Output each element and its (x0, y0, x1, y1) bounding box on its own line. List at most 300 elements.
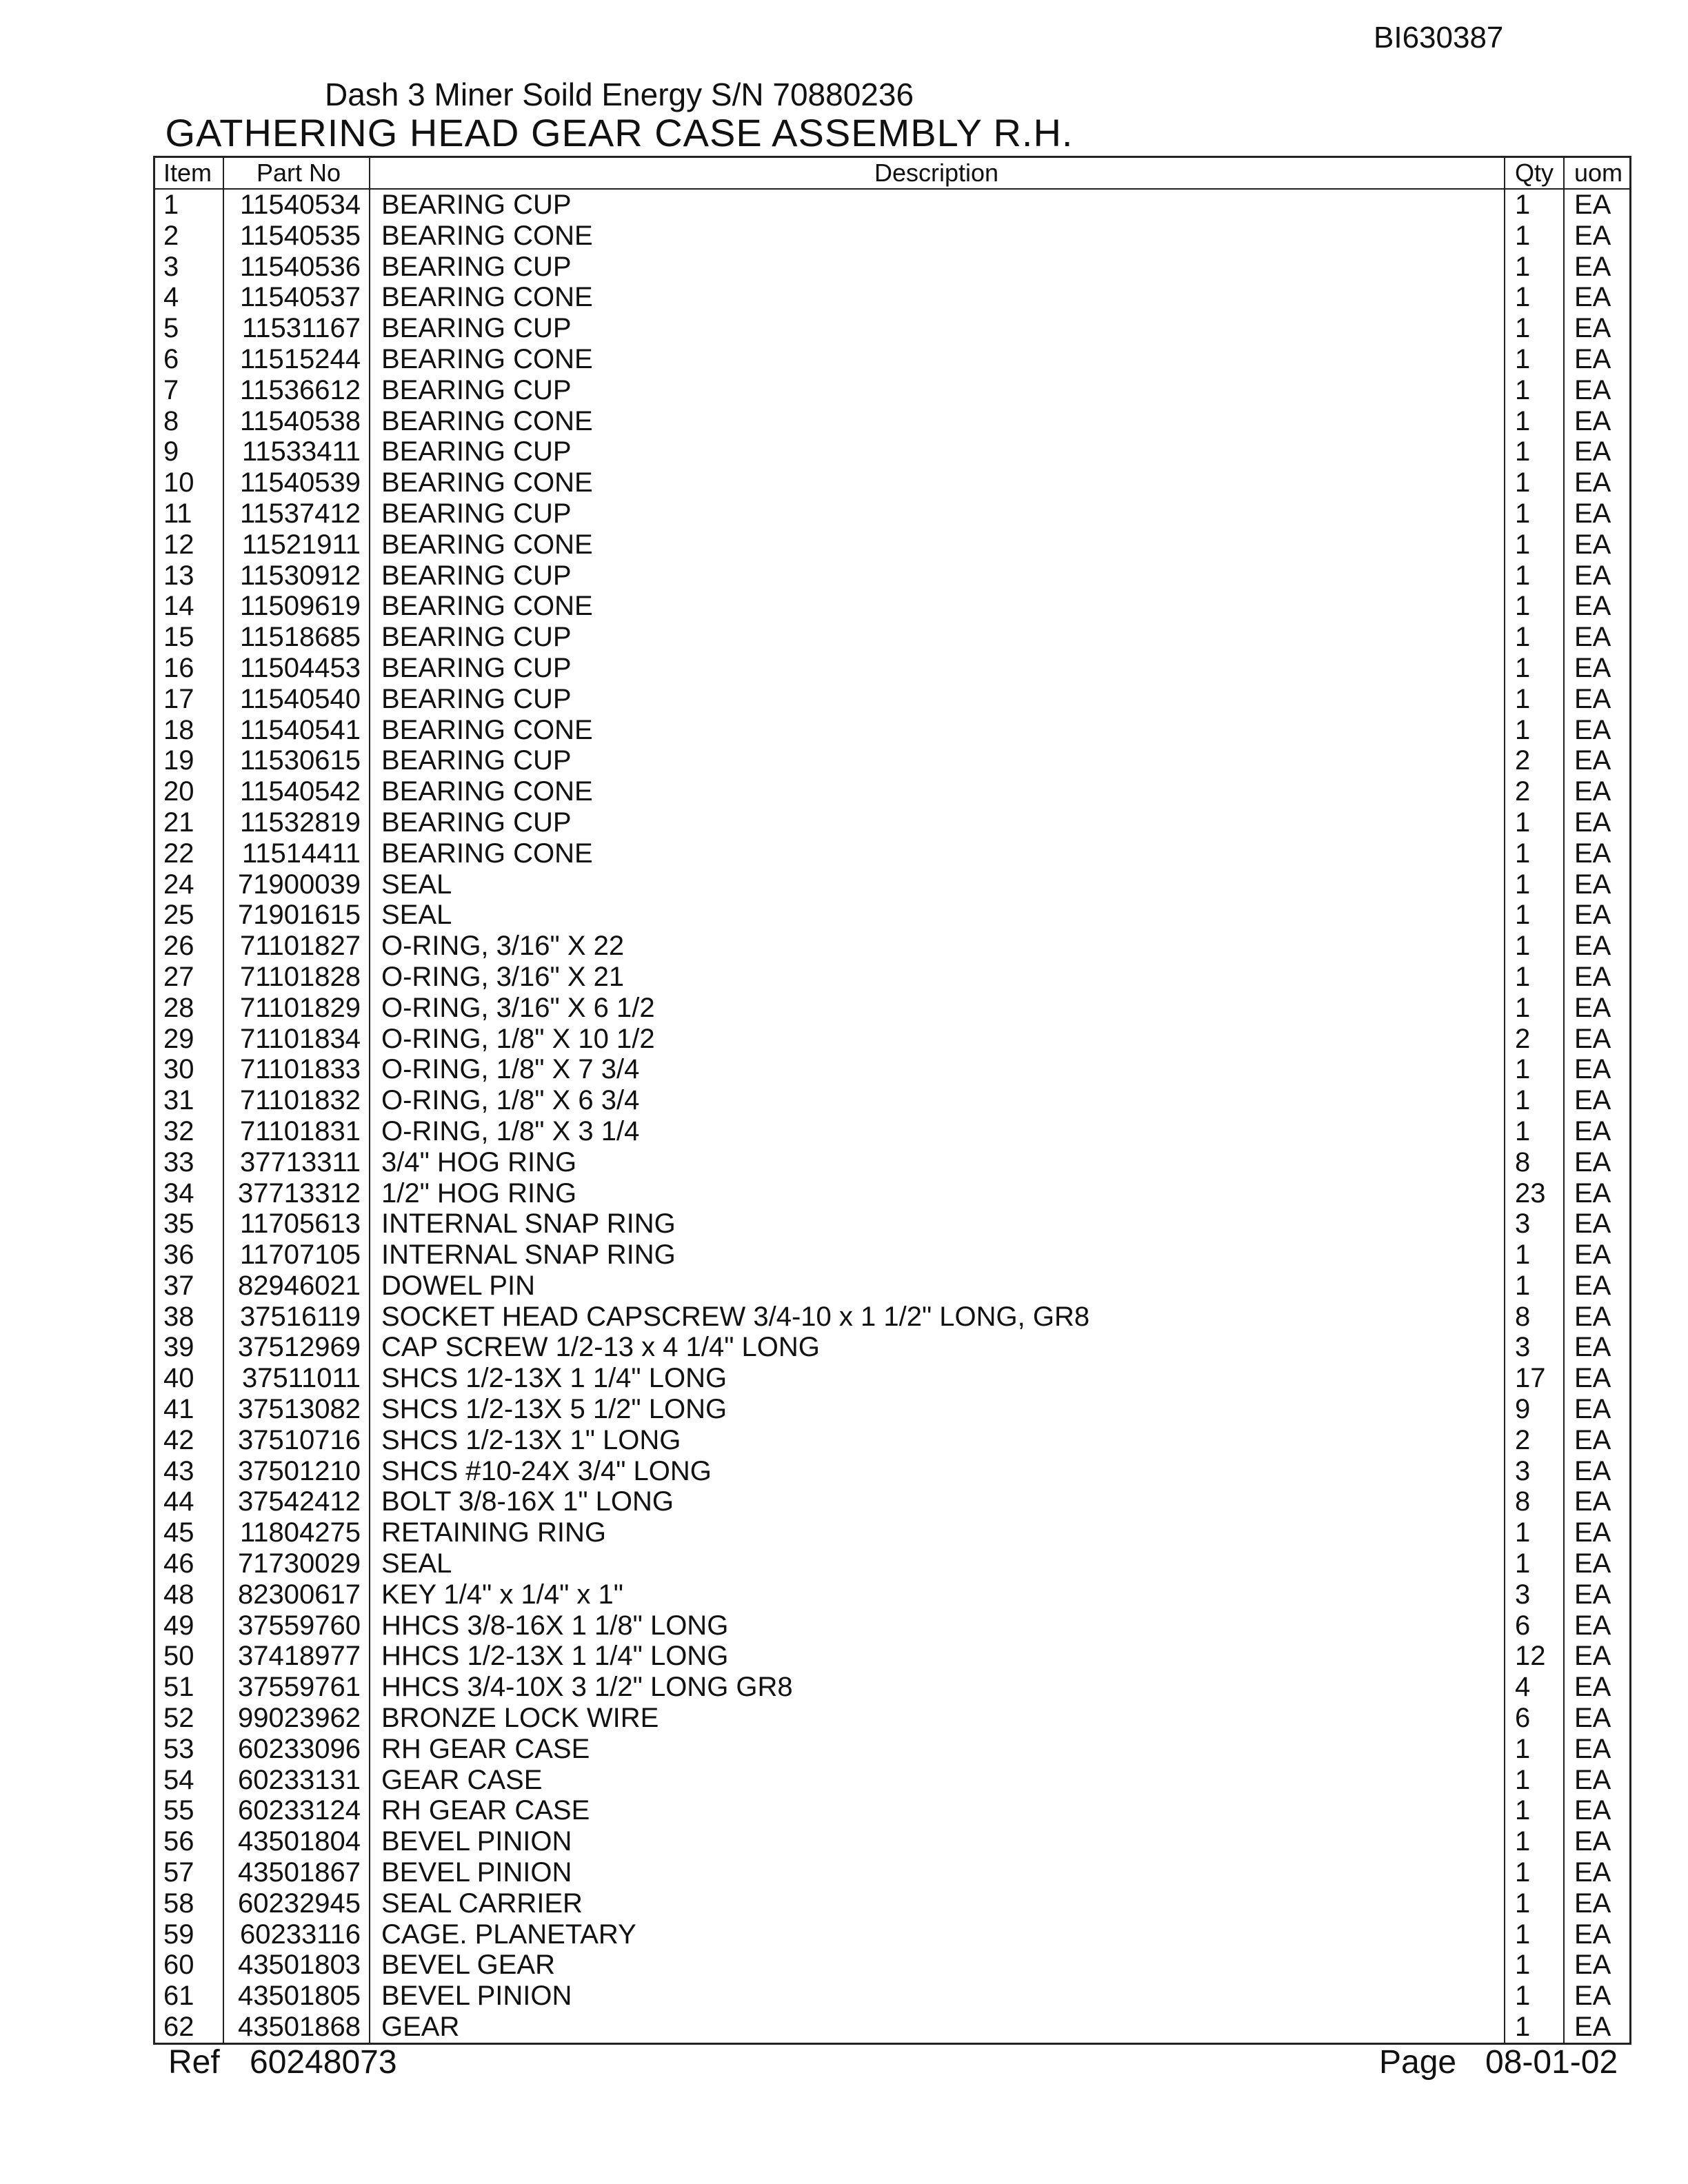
quantity: 8 (1515, 1146, 1531, 1177)
table-row (155, 684, 1629, 715)
table-row (155, 900, 1629, 931)
unit-of-measure: EA (1574, 1023, 1611, 1054)
item-number: 37 (163, 1270, 194, 1301)
parts-table (153, 156, 1631, 2045)
part-number: 11537412 (240, 498, 361, 529)
part-number: 11509619 (240, 591, 361, 622)
item-number: 61 (163, 1981, 194, 2012)
description: RETAINING RING (381, 1517, 606, 1548)
table-row (155, 1116, 1629, 1147)
document-id: BI630387 (1374, 21, 1504, 54)
part-number: 37559761 (238, 1672, 361, 1703)
quantity: 1 (1515, 190, 1531, 220)
item-number: 54 (163, 1764, 194, 1795)
part-number: 37559760 (238, 1610, 361, 1641)
description: BRONZE LOCK WIRE (381, 1703, 659, 1734)
unit-of-measure: EA (1574, 1950, 1611, 1981)
unit-of-measure: EA (1574, 560, 1611, 591)
part-number: 37418977 (238, 1641, 361, 1672)
table-row (155, 1240, 1629, 1271)
part-number: 11804275 (240, 1517, 361, 1548)
item-number: 25 (163, 900, 194, 931)
unit-of-measure: EA (1574, 1486, 1611, 1517)
unit-of-measure: EA (1574, 313, 1611, 344)
description: O-RING, 1/8" X 6 3/4 (381, 1085, 640, 1116)
part-number: 43501867 (238, 1857, 361, 1888)
part-number: 11540536 (240, 251, 361, 282)
item-number: 33 (163, 1146, 194, 1177)
unit-of-measure: EA (1574, 992, 1611, 1023)
item-number: 52 (163, 1703, 194, 1734)
item-number: 16 (163, 652, 194, 683)
part-number: 82300617 (238, 1579, 361, 1610)
description: BEARING CONE (381, 282, 593, 313)
item-number: 12 (163, 529, 194, 560)
description: BEARING CONE (381, 714, 593, 745)
part-number: 43501803 (238, 1950, 361, 1981)
description: HHCS 3/4-10X 3 1/2" LONG GR8 (381, 1672, 793, 1703)
unit-of-measure: EA (1574, 683, 1611, 714)
part-number: 37542412 (238, 1486, 361, 1517)
part-number: 11540541 (240, 714, 361, 745)
description: SEAL (381, 869, 452, 900)
table-row (155, 1826, 1629, 1857)
item-number: 24 (163, 869, 194, 900)
part-number: 43501868 (238, 2012, 361, 2043)
header-qty: Qty (1515, 159, 1554, 187)
description: BEARING CUP (381, 560, 572, 591)
table-row (155, 282, 1629, 313)
part-number: 71101829 (240, 992, 361, 1023)
description: 3/4" HOG RING (381, 1146, 577, 1177)
quantity: 1 (1515, 560, 1531, 591)
item-number: 40 (163, 1363, 194, 1394)
unit-of-measure: EA (1574, 652, 1611, 683)
unit-of-measure: EA (1574, 498, 1611, 529)
table-row (155, 1024, 1629, 1055)
quantity: 1 (1515, 1981, 1531, 2012)
item-number: 57 (163, 1857, 194, 1888)
item-number: 41 (163, 1394, 194, 1425)
quantity: 1 (1515, 1548, 1531, 1579)
description: INTERNAL SNAP RING (381, 1240, 676, 1271)
table-row (155, 591, 1629, 622)
table-row (155, 1548, 1629, 1579)
description: BEARING CONE (381, 343, 593, 374)
page-title: GATHERING HEAD GEAR CASE ASSEMBLY R.H. (165, 111, 1074, 154)
quantity: 1 (1515, 622, 1531, 653)
table-row (155, 467, 1629, 498)
table-row (155, 1672, 1629, 1703)
unit-of-measure: EA (1574, 1115, 1611, 1146)
item-number: 4 (163, 282, 179, 313)
unit-of-measure: EA (1574, 900, 1611, 931)
unit-of-measure: EA (1574, 2012, 1611, 2043)
quantity: 6 (1515, 1610, 1531, 1641)
part-number: 37510716 (238, 1424, 361, 1455)
part-number: 37512969 (238, 1332, 361, 1363)
table-row (155, 560, 1629, 592)
item-number: 5 (163, 313, 179, 344)
quantity: 1 (1515, 652, 1531, 683)
table-body (155, 190, 1629, 2043)
description: CAP SCREW 1/2-13 x 4 1/4" LONG (381, 1332, 820, 1363)
quantity: 1 (1515, 1857, 1531, 1888)
description: O-RING, 1/8" X 7 3/4 (381, 1054, 640, 1085)
unit-of-measure: EA (1574, 961, 1611, 992)
part-number: 43501805 (238, 1981, 361, 2012)
quantity: 1 (1515, 931, 1531, 962)
description: BEARING CUP (381, 190, 572, 220)
part-number: 37501210 (238, 1455, 361, 1486)
ref-number: 60248073 (250, 2044, 397, 2081)
table-row (155, 436, 1629, 467)
header-item: Item (163, 159, 212, 187)
description: BEARING CONE (381, 405, 593, 436)
table-row (155, 622, 1629, 653)
unit-of-measure: EA (1574, 251, 1611, 282)
quantity: 3 (1515, 1332, 1531, 1363)
item-number: 55 (163, 1795, 194, 1826)
part-number: 11530615 (240, 745, 361, 776)
description: BEARING CUP (381, 807, 572, 838)
description: BEVEL PINION (381, 1981, 572, 2012)
quantity: 1 (1515, 1795, 1531, 1826)
description: BEARING CONE (381, 591, 593, 622)
quantity: 1 (1515, 1950, 1531, 1981)
unit-of-measure: EA (1574, 1703, 1611, 1734)
table-row (155, 715, 1629, 746)
item-number: 29 (163, 1023, 194, 1054)
quantity: 1 (1515, 436, 1531, 467)
part-number: 11504453 (240, 652, 361, 683)
table-row (155, 313, 1629, 344)
description: O-RING, 1/8" X 10 1/2 (381, 1023, 655, 1054)
unit-of-measure: EA (1574, 1981, 1611, 2012)
header-description: Description (874, 159, 999, 187)
part-number: 71101833 (240, 1054, 361, 1085)
table-row (155, 653, 1629, 684)
part-number: 71101828 (240, 961, 361, 992)
unit-of-measure: EA (1574, 1764, 1611, 1795)
unit-of-measure: EA (1574, 343, 1611, 374)
part-number: 11531167 (241, 313, 361, 344)
table-row (155, 807, 1629, 838)
quantity: 23 (1515, 1177, 1546, 1209)
part-number: 11514411 (241, 838, 361, 869)
quantity: 8 (1515, 1486, 1531, 1517)
quantity: 1 (1515, 251, 1531, 282)
page-label: Page (1379, 2044, 1457, 2081)
item-number: 28 (163, 992, 194, 1023)
part-number: 71730029 (238, 1548, 361, 1579)
description: DOWEL PIN (381, 1270, 535, 1301)
quantity: 1 (1515, 869, 1531, 900)
description: BEARING CONE (381, 220, 593, 251)
table-row (155, 221, 1629, 252)
item-number: 39 (163, 1332, 194, 1363)
description: BEARING CUP (381, 683, 572, 714)
table-row (155, 1425, 1629, 1456)
table-row (155, 1703, 1629, 1734)
table-row (155, 1919, 1629, 1950)
item-number: 36 (163, 1240, 194, 1271)
item-number: 18 (163, 714, 194, 745)
page-date: 08-01-02 (1485, 2044, 1618, 2081)
quantity: 1 (1515, 1085, 1531, 1116)
part-number: 71101827 (240, 931, 361, 962)
description: O-RING, 3/16" X 22 (381, 931, 625, 962)
table-row (155, 1641, 1629, 1672)
item-number: 8 (163, 405, 179, 436)
quantity: 1 (1515, 591, 1531, 622)
quantity: 1 (1515, 1054, 1531, 1085)
part-number: 11540534 (240, 190, 361, 220)
description: BEARING CONE (381, 529, 593, 560)
item-number: 53 (163, 1733, 194, 1764)
quantity: 1 (1515, 838, 1531, 869)
quantity: 1 (1515, 1826, 1531, 1857)
part-number: 11540540 (240, 683, 361, 714)
part-number: 37713311 (240, 1146, 361, 1177)
item-number: 51 (163, 1672, 194, 1703)
part-number: 11533411 (241, 436, 361, 467)
quantity: 1 (1515, 900, 1531, 931)
quantity: 1 (1515, 1270, 1531, 1301)
description: SEAL (381, 1548, 452, 1579)
header-uom: uom (1574, 159, 1623, 187)
unit-of-measure: EA (1574, 1579, 1611, 1610)
ref-label: Ref (168, 2044, 220, 2081)
table-row (155, 2012, 1629, 2043)
unit-of-measure: EA (1574, 1394, 1611, 1425)
description: BEVEL GEAR (381, 1950, 555, 1981)
unit-of-measure: EA (1574, 745, 1611, 776)
part-number: 60233116 (240, 1919, 361, 1950)
quantity: 1 (1515, 498, 1531, 529)
quantity: 9 (1515, 1394, 1531, 1425)
quantity: 1 (1515, 1764, 1531, 1795)
table-row (155, 1178, 1629, 1209)
unit-of-measure: EA (1574, 931, 1611, 962)
unit-of-measure: EA (1574, 1270, 1611, 1301)
part-number: 11532819 (240, 807, 361, 838)
table-row (155, 344, 1629, 375)
description: BEARING CUP (381, 498, 572, 529)
part-number: 37511011 (241, 1363, 361, 1394)
part-number: 11540537 (240, 282, 361, 313)
table-row (155, 1795, 1629, 1826)
quantity: 1 (1515, 807, 1531, 838)
unit-of-measure: EA (1574, 436, 1611, 467)
item-number: 26 (163, 931, 194, 962)
part-number: 82946021 (238, 1270, 361, 1301)
description: BOLT 3/8-16X 1" LONG (381, 1486, 674, 1517)
item-number: 34 (163, 1177, 194, 1209)
description: SHCS 1/2-13X 1 1/4" LONG (381, 1363, 727, 1394)
quantity: 2 (1515, 776, 1531, 807)
part-number: 37513082 (238, 1394, 361, 1425)
table-row (155, 190, 1629, 221)
quantity: 1 (1515, 1517, 1531, 1548)
description: BEARING CUP (381, 622, 572, 653)
table-row (155, 1363, 1629, 1394)
unit-of-measure: EA (1574, 1641, 1611, 1672)
description: BEARING CONE (381, 467, 593, 498)
item-number: 19 (163, 745, 194, 776)
part-number: 37516119 (240, 1301, 361, 1332)
table-row (155, 1857, 1629, 1888)
part-number: 60233096 (238, 1733, 361, 1764)
table-row (155, 745, 1629, 776)
description: O-RING, 3/16" X 21 (381, 961, 625, 992)
quantity: 2 (1515, 1023, 1531, 1054)
quantity: 1 (1515, 1919, 1531, 1950)
item-number: 1 (163, 190, 179, 220)
quantity: 1 (1515, 992, 1531, 1023)
unit-of-measure: EA (1574, 1733, 1611, 1764)
description: BEARING CUP (381, 313, 572, 344)
table-row (155, 1765, 1629, 1796)
description: BEARING CUP (381, 436, 572, 467)
description: SHCS 1/2-13X 5 1/2" LONG (381, 1394, 727, 1425)
item-number: 42 (163, 1424, 194, 1455)
unit-of-measure: EA (1574, 776, 1611, 807)
unit-of-measure: EA (1574, 622, 1611, 653)
description: RH GEAR CASE (381, 1733, 590, 1764)
item-number: 56 (163, 1826, 194, 1857)
description: BEARING CONE (381, 776, 593, 807)
description: BEARING CUP (381, 652, 572, 683)
table-row (155, 1147, 1629, 1178)
item-number: 22 (163, 838, 194, 869)
description: HHCS 3/8-16X 1 1/8" LONG (381, 1610, 729, 1641)
part-number: 37713312 (238, 1177, 361, 1209)
description: BEARING CONE (381, 838, 593, 869)
item-number: 15 (163, 622, 194, 653)
unit-of-measure: EA (1574, 1301, 1611, 1332)
quantity: 1 (1515, 1240, 1531, 1271)
description: CAGE. PLANETARY (381, 1919, 636, 1950)
unit-of-measure: EA (1574, 1209, 1611, 1240)
description: 1/2" HOG RING (381, 1177, 577, 1209)
unit-of-measure: EA (1574, 714, 1611, 745)
table-row (155, 1302, 1629, 1333)
quantity: 17 (1515, 1363, 1546, 1394)
item-number: 9 (163, 436, 179, 467)
item-number: 38 (163, 1301, 194, 1332)
table-row (155, 1456, 1629, 1487)
description: SOCKET HEAD CAPSCREW 3/4-10 x 1 1/2" LONG, GR8 (381, 1301, 1090, 1332)
quantity: 1 (1515, 2012, 1531, 2043)
unit-of-measure: EA (1574, 405, 1611, 436)
quantity: 1 (1515, 282, 1531, 313)
part-number: 71900039 (238, 869, 361, 900)
item-number: 50 (163, 1641, 194, 1672)
quantity: 1 (1515, 1733, 1531, 1764)
quantity: 8 (1515, 1301, 1531, 1332)
description: BEARING CUP (381, 251, 572, 282)
quantity: 1 (1515, 683, 1531, 714)
unit-of-measure: EA (1574, 1548, 1611, 1579)
table-row (155, 498, 1629, 529)
quantity: 1 (1515, 374, 1531, 405)
quantity: 3 (1515, 1579, 1531, 1610)
part-number: 11530912 (240, 560, 361, 591)
unit-of-measure: EA (1574, 869, 1611, 900)
unit-of-measure: EA (1574, 1455, 1611, 1486)
item-number: 21 (163, 807, 194, 838)
part-number: 11515244 (240, 343, 361, 374)
unit-of-measure: EA (1574, 220, 1611, 251)
quantity: 1 (1515, 313, 1531, 344)
description: SHCS #10-24X 3/4" LONG (381, 1455, 712, 1486)
item-number: 58 (163, 1888, 194, 1919)
unit-of-measure: EA (1574, 1888, 1611, 1919)
part-number: 11518685 (240, 622, 361, 653)
table-row (155, 776, 1629, 807)
item-number: 32 (163, 1115, 194, 1146)
table-row (155, 838, 1629, 869)
quantity: 4 (1515, 1672, 1531, 1703)
unit-of-measure: EA (1574, 1424, 1611, 1455)
part-number: 71901615 (238, 900, 361, 931)
header-part-no: Part No (256, 159, 341, 187)
part-number: 71101831 (240, 1115, 361, 1146)
unit-of-measure: EA (1574, 1826, 1611, 1857)
description: KEY 1/4" x 1/4" x 1" (381, 1579, 623, 1610)
quantity: 1 (1515, 1888, 1531, 1919)
table-row (155, 1054, 1629, 1085)
part-number: 11705613 (240, 1209, 361, 1240)
table-row (155, 1486, 1629, 1517)
item-number: 6 (163, 343, 179, 374)
description: BEARING CUP (381, 374, 572, 405)
unit-of-measure: EA (1574, 374, 1611, 405)
table-row (155, 1209, 1629, 1240)
quantity: 1 (1515, 1115, 1531, 1146)
part-number: 11540539 (240, 467, 361, 498)
description: INTERNAL SNAP RING (381, 1209, 676, 1240)
quantity: 1 (1515, 529, 1531, 560)
unit-of-measure: EA (1574, 1177, 1611, 1209)
unit-of-measure: EA (1574, 1363, 1611, 1394)
unit-of-measure: EA (1574, 1332, 1611, 1363)
description: RH GEAR CASE (381, 1795, 590, 1826)
item-number: 2 (163, 220, 179, 251)
table-row (155, 375, 1629, 406)
part-number: 43501804 (238, 1826, 361, 1857)
description: BEVEL PINION (381, 1826, 572, 1857)
description: SEAL CARRIER (381, 1888, 583, 1919)
quantity: 12 (1515, 1641, 1546, 1672)
item-number: 20 (163, 776, 194, 807)
item-number: 43 (163, 1455, 194, 1486)
part-number: 60232945 (238, 1888, 361, 1919)
unit-of-measure: EA (1574, 1919, 1611, 1950)
item-number: 35 (163, 1209, 194, 1240)
table-row (155, 1734, 1629, 1765)
table-row (155, 1394, 1629, 1425)
table-row (155, 993, 1629, 1024)
unit-of-measure: EA (1574, 1517, 1611, 1548)
machine-subtitle: Dash 3 Miner Soild Energy S/N 70880236 (324, 77, 914, 112)
table-row (155, 1950, 1629, 1981)
description: O-RING, 1/8" X 3 1/4 (381, 1115, 640, 1146)
quantity: 1 (1515, 343, 1531, 374)
unit-of-measure: EA (1574, 1672, 1611, 1703)
unit-of-measure: EA (1574, 807, 1611, 838)
